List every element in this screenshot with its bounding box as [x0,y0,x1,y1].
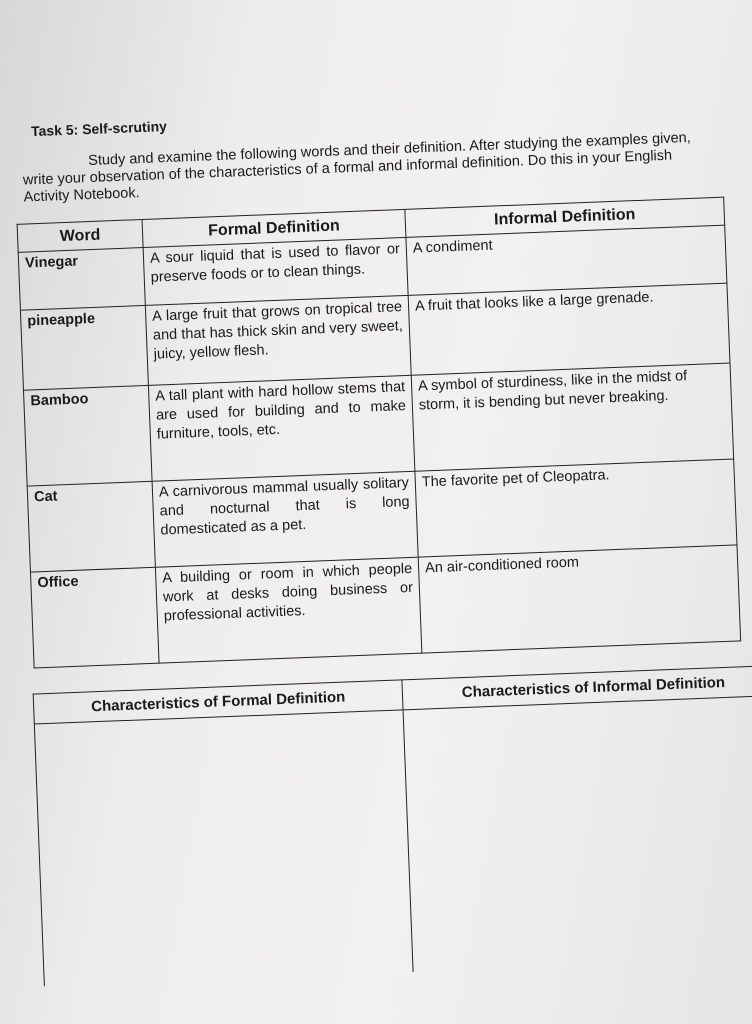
formal-definition-cell: A building or room in which people work at desks doing business or professional activities. [155,557,421,663]
characteristics-answer-row [34,695,752,986]
word-cell: pineapple [20,305,148,390]
informal-definition-cell: A condiment [406,225,727,295]
formal-definition-cell: A carnivorous mammal usually solitary and nocturnal that is long domesticated as a pet. [152,471,418,567]
header-word: Word [17,220,143,253]
informal-definition-cell: An air-conditioned room [418,545,740,653]
header-formal-characteristics: Characteristics of Formal Definition [33,680,403,724]
header-formal-definition: Formal Definition [142,209,406,247]
formal-definition-cell: A tall plant with hard hollow stems that are used for building and to make furniture, tools, etc. [148,375,414,481]
word-cell: Bamboo [23,385,152,486]
task-title: Task 5: Self-scrutiny [30,118,168,140]
informal-definition-cell: A symbol of sturdiness, like in the midst of storm, it is bending but never breaking. [411,363,733,471]
informal-characteristics-answer-area [403,695,752,972]
header-informal-characteristics: Characteristics of Informal Definition [402,665,752,710]
formal-characteristics-answer-area [34,710,413,986]
formal-definition-cell: A sour liquid that is used to flavor or preserve foods or to clean things. [143,237,408,305]
informal-definition-cell: A fruit that looks like a large grenade. [408,283,730,375]
formal-definition-cell: A large fruit that grows on tropical tree and that has thick skin and very sweet, juicy, yellow flesh. [145,295,411,385]
word-cell: Cat [27,481,155,572]
informal-definition-cell: The favorite pet of Cleopatra. [415,459,737,557]
definitions-table [17,197,742,669]
characteristics-table [33,665,752,987]
task-instructions: Study and examine the following words and their definition. After studying the examples given, write your observation of the characteristics of a formal and informal definition. Do this in your English Activity Notebook. [22,129,692,206]
word-cell: Vinegar [18,247,145,310]
word-cell: Office [30,567,159,668]
header-informal-definition: Informal Definition [405,197,725,237]
